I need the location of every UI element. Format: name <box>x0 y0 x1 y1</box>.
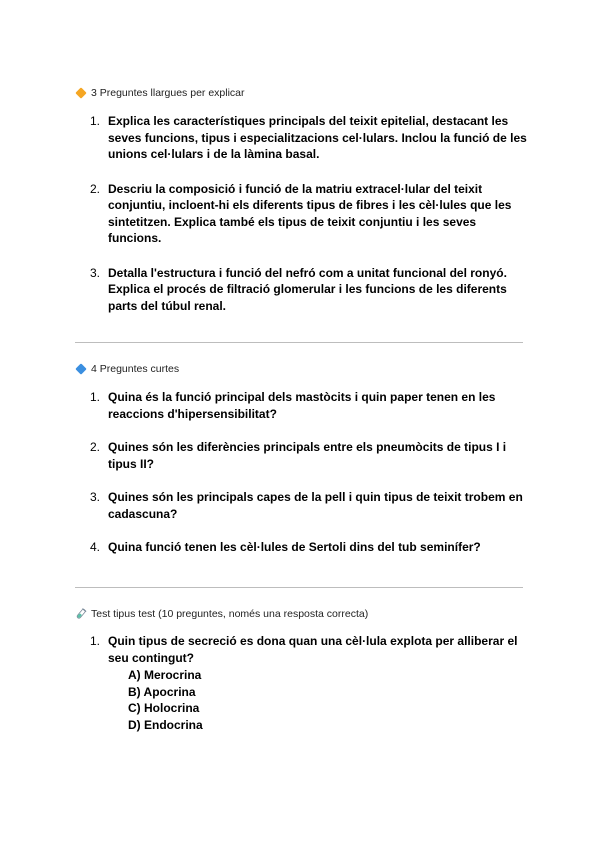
list-item: 3. Quines són les principals capes de la pell i quin tipus de teixit trobem en cadascuna? <box>90 490 523 521</box>
section-title <box>75 362 525 376</box>
question-text: Quines són les diferències principals entre els pneumòcits de tipus I i tipus II? <box>108 440 507 471</box>
test-tube-icon <box>75 608 87 620</box>
list-item: 1. Explica les característiques principals del teixit epitelial, destacant les seves funcions, tipus i especialitzacions cel·lulars. Inclou la funció de les unions cel·lulars i de la làmina basal. <box>90 114 527 161</box>
answer-option-b: B) Apocrina <box>128 684 196 699</box>
short-questions-list <box>90 389 530 556</box>
section-short-questions <box>75 362 525 376</box>
list-item: 1. Quin tipus de secreció es dona quan una cèl·lula explota per alliberar el seu contingut? A) Merocrina B) Apocrina C) Holocrina D) Endocrina <box>90 633 530 733</box>
long-questions-list <box>90 113 530 314</box>
list-item: 4. Quina funció tenen les cèl·lules de Sertoli dins del tub seminífer? <box>90 540 481 554</box>
multiple-choice-list <box>90 633 530 733</box>
question-text: Explica les característiques principals del teixit epitelial, destacant les seves funcions, tipus i especialitzacions cel·lulars. Inclou la funció de les unions cel·lulars i de la làmina basal. <box>108 114 527 161</box>
list-item: 3. Detalla l'estructura i funció del nefró com a unitat funcional del ronyó. Explica el procés de filtració glomerular i les funcions de les diferents parts del túbul renal. <box>90 265 507 313</box>
question-text: Quin tipus de secreció es dona quan una cèl·lula explota per alliberar el seu contingut? <box>108 634 518 665</box>
question-text: Descriu la composició i funció de la matriu extracel·lular del teixit conjuntiu, incloent-hi els diferents tipus de fibres i les cèl·lules que les sintetitzen. Explica també els tipus de teixit conjuntiu i les seves funcions. <box>108 181 512 245</box>
section-title-text: Test tipus test (10 preguntes, només una resposta correcta) <box>91 608 369 620</box>
answer-option-c: C) Holocrina <box>128 701 200 715</box>
blue-diamond-icon <box>75 363 86 374</box>
list-item: 2. Descriu la composició i funció de la matriu extracel·lular del teixit conjuntiu, incloent-hi els diferents tipus de fibres i les cèl·lules que les sintetitzen. Explica també els tipus de teixit conjuntiu i les seves funcions. <box>90 181 512 245</box>
question-text: Quina funció tenen les cèl·lules de Sertoli dins del tub seminífer? <box>108 540 481 554</box>
question-text: Quina és la funció principal dels mastòcits i quin paper tenen en les reaccions d'hipersensibilitat? <box>108 390 496 421</box>
answer-options <box>110 667 530 733</box>
section-long-questions <box>75 86 525 100</box>
section-title-text: 4 Preguntes curtes <box>91 363 180 375</box>
list-item: 2. Quines són les diferències principals entre els pneumòcits de tipus I i tipus II? <box>90 440 507 471</box>
section-title <box>75 607 525 621</box>
divider <box>75 587 523 588</box>
list-item: 1. Quina és la funció principal dels mastòcits i quin paper tenen en les reaccions d'hipersensibilitat? <box>90 390 496 421</box>
divider <box>75 342 523 343</box>
orange-diamond-icon <box>75 87 86 98</box>
section-title <box>75 86 525 100</box>
section-title-text: 3 Preguntes llargues per explicar <box>91 87 245 99</box>
question-text: Quines són les principals capes de la pell i quin tipus de teixit trobem en cadascuna? <box>108 490 523 521</box>
answer-option-a: A) Merocrina <box>128 668 202 682</box>
section-multiple-choice <box>75 607 525 621</box>
question-text: Detalla l'estructura i funció del nefró com a unitat funcional del ronyó. Explica el procés de filtració glomerular i les funcions de les diferents parts del túbul renal. <box>108 265 507 313</box>
answer-option-d: D) Endocrina <box>128 717 203 732</box>
